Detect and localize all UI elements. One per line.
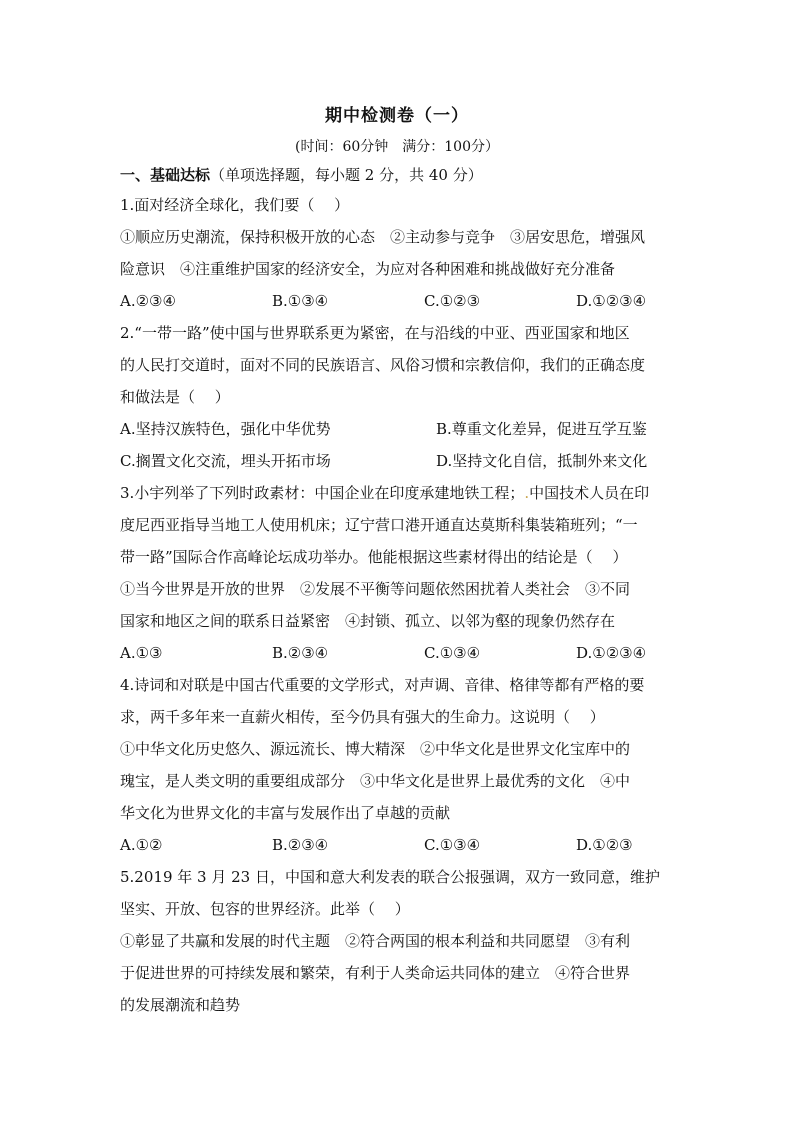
question-line: 国家和地区之间的联系日益紧密 ④封锁、孤立、以邻为壑的现象仍然存在	[120, 612, 616, 630]
section-note: （单项选择题，每小题 2 分，共 40 分）	[210, 166, 483, 184]
option-a: A.①②	[120, 836, 163, 854]
option-d: D.①②③④	[576, 292, 647, 310]
answer-options	[120, 413, 680, 445]
question-line: 和做法是（ ）	[120, 388, 230, 406]
question-line: ①彰显了共赢和发展的时代主题 ②符合两国的根本利益和共同愿望 ③有利	[120, 932, 631, 950]
question-5	[120, 861, 680, 1021]
answer-options	[120, 637, 680, 669]
question-2	[120, 317, 680, 477]
answer-options	[120, 445, 680, 477]
option-b: B.①③④	[272, 292, 329, 310]
option-b: B.尊重文化差异，促进互学互鉴	[436, 420, 647, 438]
option-d: D.坚持文化自信，抵制外来文化	[436, 452, 648, 470]
question-line: 坚实、开放、包容的世界经济。此举（ ）	[120, 900, 410, 918]
question-line: 4.诗词和对联是中国古代重要的文学形式，对声调、音律、格律等都有严格的要	[120, 676, 645, 694]
question-line-part: 中国技术人员在印	[529, 484, 650, 502]
question-line	[120, 477, 680, 509]
answer-options	[120, 829, 680, 861]
question-line: 带一路”国际合作高峰论坛成功举办。他能根据这些素材得出的结论是（ ）	[120, 548, 628, 566]
option-b: B.②③④	[272, 644, 329, 662]
option-a: A.①③	[120, 644, 163, 662]
section-heading	[120, 161, 680, 189]
exam-title: 期中检测卷（一）	[325, 106, 469, 126]
question-4	[120, 669, 680, 861]
stray-mark: .	[524, 484, 530, 502]
exam-content	[120, 161, 680, 1021]
answer-options	[120, 285, 680, 317]
option-c: C.①③④	[424, 644, 481, 662]
option-c: C.搁置文化交流，埋头开拓市场	[120, 452, 331, 470]
option-a: A.坚持汉族特色，强化中华优势	[120, 420, 331, 438]
question-3	[120, 477, 680, 669]
question-line: 2.“一带一路”使中国与世界联系更为紧密，在与沿线的中亚、西亚国家和地区	[120, 324, 630, 342]
question-line: 险意识 ④注重维护国家的经济安全，为应对各种困难和挑战做好充分准备	[120, 260, 616, 278]
option-d: D.①②③	[576, 836, 633, 854]
question-line: 的发展潮流和趋势	[120, 996, 241, 1014]
question-line: ①当今世界是开放的世界 ②发展不平衡等问题依然困扰着人类社会 ③不同	[120, 580, 631, 598]
question-1	[120, 189, 680, 317]
question-line: 华文化为世界文化的丰富与发展作出了卓越的贡献	[120, 804, 451, 822]
question-line: 5.2019 年 3 月 23 日，中国和意大利发表的联合公报强调，双方一致同意，维护	[120, 868, 660, 886]
option-d: D.①②③④	[576, 644, 647, 662]
question-line: ①顺应历史潮流，保持积极开放的心态 ②主动参与竞争 ③居安思危，增强风	[120, 228, 646, 246]
question-line: ①中华文化历史悠久、源远流长、博大精深 ②中华文化是世界文化宝库中的	[120, 740, 631, 758]
question-line: 1.面对经济全球化，我们要（ ）	[120, 196, 350, 214]
question-line-part: 3.小宇列举了下列时政素材：中国企业在印度承建地铁工程；	[120, 484, 525, 502]
question-line: 的人民打交道时，面对不同的民族语言、风俗习惯和宗教信仰，我们的正确态度	[120, 356, 646, 374]
question-line: 求，两千多年来一直薪火相传，至今仍具有强大的生命力。这说明（ ）	[120, 708, 605, 726]
option-b: B.②③④	[272, 836, 329, 854]
option-a: A.②③④	[120, 292, 176, 310]
option-c: C.①②③	[424, 292, 481, 310]
question-line: 瑰宝，是人类文明的重要组成部分 ③中华文化是世界上最优秀的文化 ④中	[120, 772, 631, 790]
option-c: C.①③④	[424, 836, 481, 854]
exam-subtitle: (时间：60分钟 满分：100分）	[295, 139, 499, 155]
question-line: 度尼西亚指导当地工人使用机床；辽宁营口港开通直达莫斯科集装箱班列；“一	[120, 516, 638, 534]
section-title: 一、基础达标	[120, 166, 211, 184]
question-line: 于促进世界的可持续发展和繁荣，有利于人类命运共同体的建立 ④符合世界	[120, 964, 631, 982]
